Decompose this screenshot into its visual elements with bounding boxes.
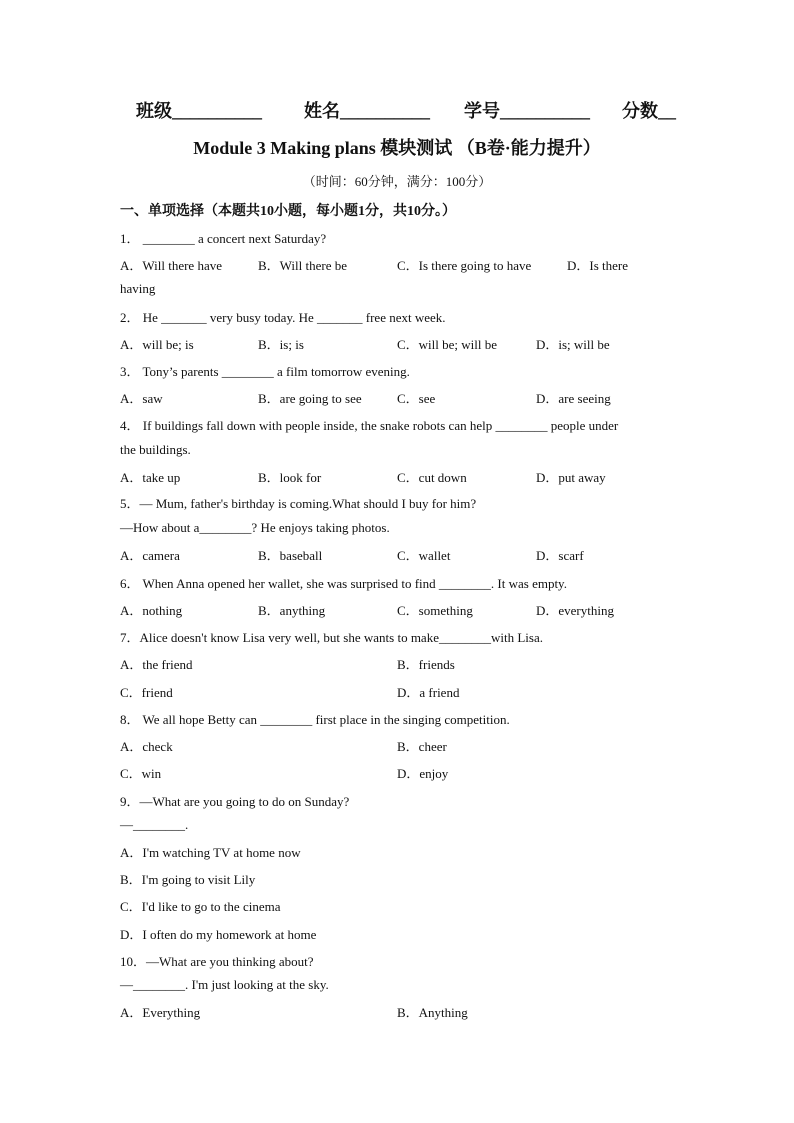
student-id-field: 学号__________	[464, 101, 590, 121]
option-c: C．wallet	[397, 548, 451, 563]
option-d: D．put away	[536, 470, 606, 485]
option-d: D．scarf	[536, 548, 584, 563]
class-field: 班级__________	[136, 101, 262, 121]
section-heading: 一、单项选择（本题共10小题，每小题1分，共10分。）	[120, 204, 456, 219]
name-field: 姓名__________	[304, 101, 430, 121]
question-stem: 1． ________ a concert next Saturday?	[120, 231, 327, 246]
option-d-continuation: having	[120, 281, 156, 296]
question-stem: 2． He _______ very busy today. He _______ free next week.	[120, 310, 446, 325]
option-a: A．nothing	[120, 603, 183, 618]
option-a: A．will be; is	[120, 337, 194, 352]
score-field: 分数__	[622, 101, 676, 121]
option-c: C．I'd like to go to the cinema	[120, 899, 281, 914]
option-a: A．the friend	[120, 657, 193, 672]
question-stem-continuation: —________. I'm just looking at the sky.	[120, 977, 329, 992]
option-a: A．take up	[120, 470, 181, 485]
question-stem: 3． Tony’s parents ________ a film tomorrow evening.	[120, 364, 410, 379]
option-c: C．cut down	[397, 470, 467, 485]
option-b: B．anything	[258, 603, 326, 618]
question-stem-continuation: the buildings.	[120, 442, 191, 457]
exam-time-info: （时间：60分钟，满分：100分）	[302, 174, 492, 189]
page-title: Module 3 Making plans 模块测试 （B卷·能力提升）	[193, 138, 601, 158]
option-d: D．I often do my homework at home	[120, 927, 317, 942]
question-stem: 9．—What are you going to do on Sunday?	[120, 794, 350, 809]
option-d: D．enjoy	[397, 766, 449, 781]
option-a: A．saw	[120, 391, 163, 406]
question-stem: 7．Alice doesn't know Lisa very well, but she wants to make________with Lisa.	[120, 630, 543, 645]
option-c: C．something	[397, 603, 473, 618]
option-b: B．is; is	[258, 337, 304, 352]
option-b: B．baseball	[258, 548, 323, 563]
option-b: B．friends	[397, 657, 455, 672]
option-c: C．friend	[120, 685, 173, 700]
question-stem: 8． We all hope Betty can ________ first place in the singing competition.	[120, 712, 510, 727]
option-b: B．Anything	[397, 1005, 468, 1020]
option-a: A．Will there have	[120, 258, 222, 273]
question-stem-continuation: —________.	[120, 817, 189, 832]
option-b: B．cheer	[397, 739, 447, 754]
option-d: D．a friend	[397, 685, 460, 700]
option-d: D．are seeing	[536, 391, 611, 406]
option-c: C．see	[397, 391, 436, 406]
option-b: B．look for	[258, 470, 322, 485]
option-a: A．Everything	[120, 1005, 201, 1020]
question-stem-continuation: —How about a________? He enjoys taking photos.	[120, 520, 390, 535]
option-a: A．camera	[120, 548, 180, 563]
question-stem: 5．— Mum, father's birthday is coming.What should I buy for him?	[120, 496, 477, 511]
option-d: D．is; will be	[536, 337, 610, 352]
option-c: C．will be; will be	[397, 337, 498, 352]
option-c: C．Is there going to have	[397, 258, 532, 273]
option-d: D．everything	[536, 603, 614, 618]
option-c: C．win	[120, 766, 162, 781]
option-d: D．Is there	[567, 258, 629, 273]
question-stem: 6． When Anna opened her wallet, she was surprised to find ________. It was empty.	[120, 576, 567, 591]
question-stem: 10．—What are you thinking about?	[120, 954, 314, 969]
option-a: A．check	[120, 739, 173, 754]
option-a: A．I'm watching TV at home now	[120, 845, 301, 860]
option-b: B．Will there be	[258, 258, 348, 273]
option-b: B．are going to see	[258, 391, 362, 406]
option-b: B．I'm going to visit Lily	[120, 872, 256, 887]
question-stem: 4． If buildings fall down with people inside, the snake robots can help ________ people under	[120, 418, 619, 433]
